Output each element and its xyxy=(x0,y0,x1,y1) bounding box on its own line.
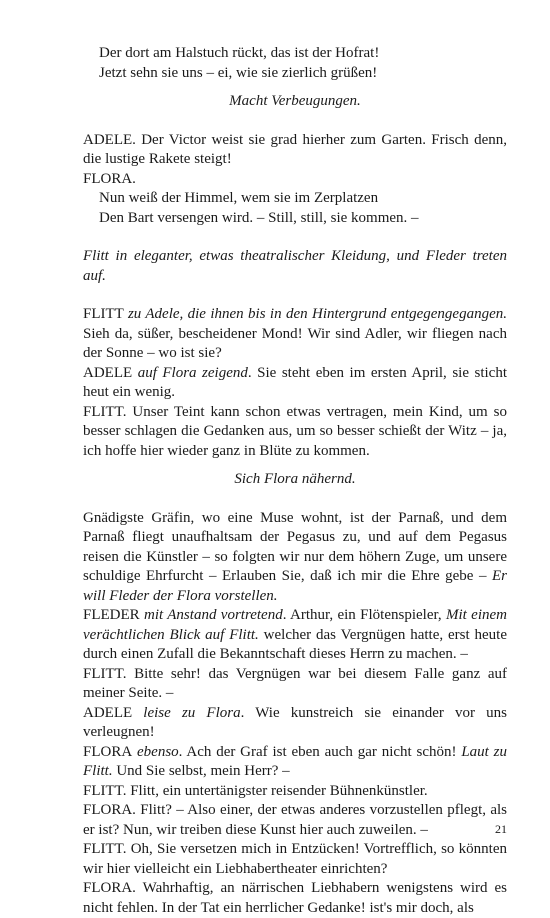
speech-adele: ADELE leise zu Flora. Wie kunstreich sie einander vor uns verleugnen! xyxy=(83,704,507,740)
speech-adele: ADELE auf Flora zeigend. Sie steht eben im ersten April, sie sticht heut ein wenig. xyxy=(83,364,508,400)
stage-direction: Sich Flora nähernd. xyxy=(234,471,356,487)
speech-flitt: FLITT. Flitt, ein untertänigster reisender Bühnenkünstler. xyxy=(83,782,428,799)
speech-flitt: FLITT. Oh, Sie versetzen mich in Entzücken! Vortrefflich, so könnten wir hier vielleicht ein Liebhabertheater einrichten? xyxy=(83,841,507,877)
stage-direction: Macht Verbeugungen. xyxy=(229,93,361,109)
speaker-flora: FLORA. xyxy=(83,170,136,187)
speech-flitt: FLITT. Bitte sehr! das Vergnügen war bei diesem Falle ganz auf meiner Seite. – xyxy=(83,665,507,701)
speech-flitt: FLITT. Unser Teint kann schon etwas vertragen, mein Kind, um so besser schlagen die Gedanken aus, um so besser schießt der Witz – ja, ich hoffe hier wieder ganz in Blüte zu kommen. xyxy=(83,403,507,459)
page-number: 21 xyxy=(495,822,507,836)
verse-line: Jetzt sehn sie uns – ei, wie sie zierlich grüßen! xyxy=(99,64,378,81)
verse-line: Den Bart versengen wird. – Still, still, sie kommen. – xyxy=(99,209,419,226)
speech-flitt: FLITT zu Adele, die ihnen bis in den Hintergrund entgegengegangen. Sieh da, süßer, bescheidener Mond! Wir sind Adler, wir fliegen nach der Sonne – wo ist sie? xyxy=(83,306,508,361)
verse-line: Nun weiß der Himmel, wem sie im Zerplatzen xyxy=(99,190,379,206)
speech-flora: FLORA. Wahrhaftig, an närrischen Liebhabern wenigstens wird es nicht fehlen. In der Tat ein herrlicher Gedanke! ist's mir doch, als xyxy=(83,880,507,916)
speech-fleder: FLEDER mit Anstand vortretend. Arthur, ein Flötenspieler, Mit einem verächtlichen Blick auf Flitt. welcher das Vergnügen hatte, erst heute durch einen Zufall die Bekanntschaft dieses Herrn zu machen. – xyxy=(83,607,507,662)
page-text xyxy=(83,44,507,918)
speech-adele: ADELE. Der Victor weist sie grad hierher zum Garten. Frisch denn, die lustige Rakete steigt! xyxy=(83,131,507,167)
speech-flora: FLORA ebenso. Ach der Graf ist eben auch gar nicht schön! Laut zu Flitt. Und Sie selbst, mein Herr? – xyxy=(83,743,507,779)
speech-flitt: Gnädigste Gräfin, wo eine Muse wohnt, ist der Parnaß, und dem Parnaß fliegt unaufhaltsam der Pegasus zu, und auf dem Pegasus reisen die Künstler – so folgten wir nur dem höhern Zuge, um unsere schuldige Ehrfurcht – Erlauben Sie, daß ich mir die Ehre gebe – Er will Fleder der Flora vorstellen. xyxy=(83,509,507,604)
stage-direction: Flitt in eleganter, etwas theatralischer Kleidung, und Fleder treten auf. xyxy=(83,248,507,284)
verse-line: Der dort am Halstuch rückt, das ist der Hofrat! xyxy=(99,45,380,61)
speech-flora: FLORA. Flitt? – Also einer, der etwas anderes vorzustellen pflegt, als er ist? Nun, wir treiben diese Kunst hier auch zuweilen. – xyxy=(83,802,507,838)
